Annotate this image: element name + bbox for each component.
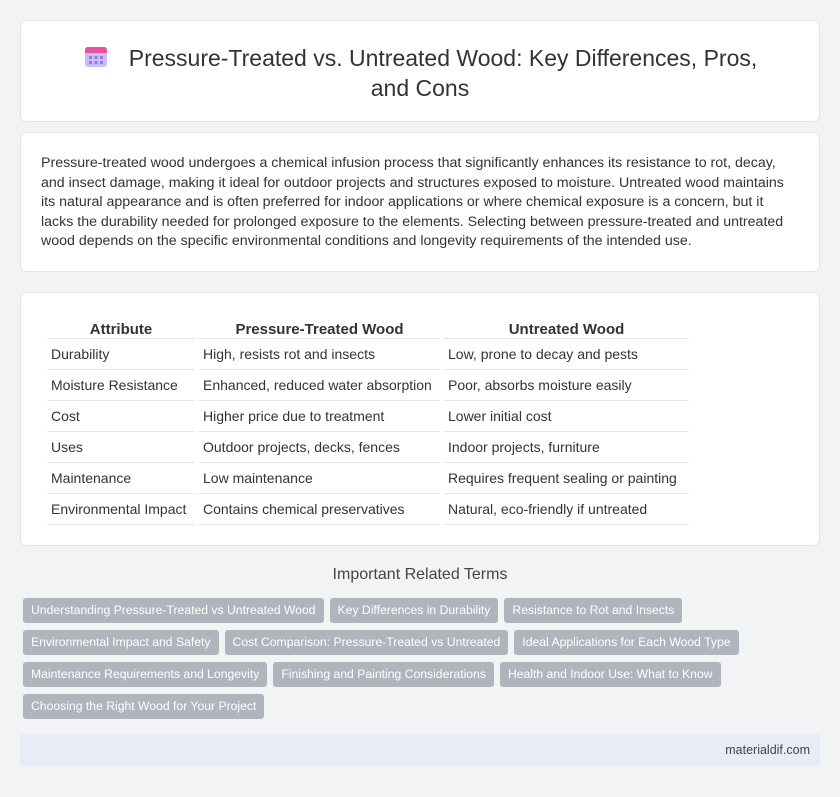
related-term-tag[interactable]: Finishing and Painting Considerations: [273, 662, 494, 687]
table-row: [47, 432, 689, 463]
table-cell: Requires frequent sealing or painting: [444, 463, 689, 494]
table-cell: High, resists rot and insects: [199, 339, 440, 370]
table-cell: Contains chemical preservatives: [199, 494, 440, 525]
related-term-tag[interactable]: Understanding Pressure-Treated vs Untreated Wood: [23, 598, 324, 623]
table-cell: Maintenance: [47, 463, 195, 494]
table-cell: Environmental Impact: [47, 494, 195, 525]
table-row: [47, 494, 689, 525]
comparison-table: [43, 315, 693, 525]
related-term-tag[interactable]: Health and Indoor Use: What to Know: [500, 662, 721, 687]
table-cell: Higher price due to treatment: [199, 401, 440, 432]
comparison-table-card: [20, 292, 820, 546]
related-term-tag[interactable]: Choosing the Right Wood for Your Project: [23, 694, 264, 719]
header-pressure-treated: Pressure-Treated Wood: [199, 315, 440, 339]
footer-site-link[interactable]: materialdif.com: [725, 743, 810, 757]
related-term-tag[interactable]: Cost Comparison: Pressure-Treated vs Untreated: [225, 630, 509, 655]
table-cell: Poor, absorbs moisture easily: [444, 370, 689, 401]
table-row: [47, 370, 689, 401]
page-title-wrap: [21, 43, 819, 103]
table-cell: Durability: [47, 339, 195, 370]
intro-paragraph: Pressure-treated wood undergoes a chemical infusion process that significantly enhances its resistance to rot, decay, and insect damage, making it ideal for outdoor projects and structures exposed to moisture. Untreated wood maintains its natural appearance and is often preferred for indoor applications or where chemical exposure is a concern, but it lacks the durability needed for prolonged exposure to the elements. Selecting between pressure-treated and untreated wood depends on the specific environmental conditions and longevity requirements of the intended use.: [41, 155, 784, 249]
table-row: [47, 339, 689, 370]
table-cell: Natural, eco-friendly if untreated: [444, 494, 689, 525]
related-terms-tags: [23, 598, 803, 726]
table-cell: Indoor projects, furniture: [444, 432, 689, 463]
page-title: Pressure-Treated vs. Untreated Wood: Key Differences, Pros, and Cons: [128, 45, 758, 101]
related-term-tag[interactable]: Environmental Impact and Safety: [23, 630, 219, 655]
table-cell: Lower initial cost: [444, 401, 689, 432]
related-term-tag[interactable]: Key Differences in Durability: [330, 598, 499, 623]
table-header-row: [47, 315, 689, 339]
intro-card: [20, 132, 820, 272]
table-cell: Uses: [47, 432, 195, 463]
table-cell: Enhanced, reduced water absorption: [199, 370, 440, 401]
table-cell: Low maintenance: [199, 463, 440, 494]
table-cell: Low, prone to decay and pests: [444, 339, 689, 370]
related-terms-title: Important Related Terms: [332, 566, 508, 583]
table-cell: Moisture Resistance: [47, 370, 195, 401]
table-row: [47, 401, 689, 432]
related-term-tag[interactable]: Ideal Applications for Each Wood Type: [514, 630, 738, 655]
header-attribute: Attribute: [47, 315, 195, 339]
table-row: [47, 463, 689, 494]
calendar-icon: [83, 43, 109, 69]
header-untreated: Untreated Wood: [444, 315, 689, 339]
title-card: [20, 20, 820, 122]
footer: [20, 734, 820, 766]
table-cell: Outdoor projects, decks, fences: [199, 432, 440, 463]
related-term-tag[interactable]: Resistance to Rot and Insects: [504, 598, 682, 623]
related-term-tag[interactable]: Maintenance Requirements and Longevity: [23, 662, 267, 687]
table-cell: Cost: [47, 401, 195, 432]
